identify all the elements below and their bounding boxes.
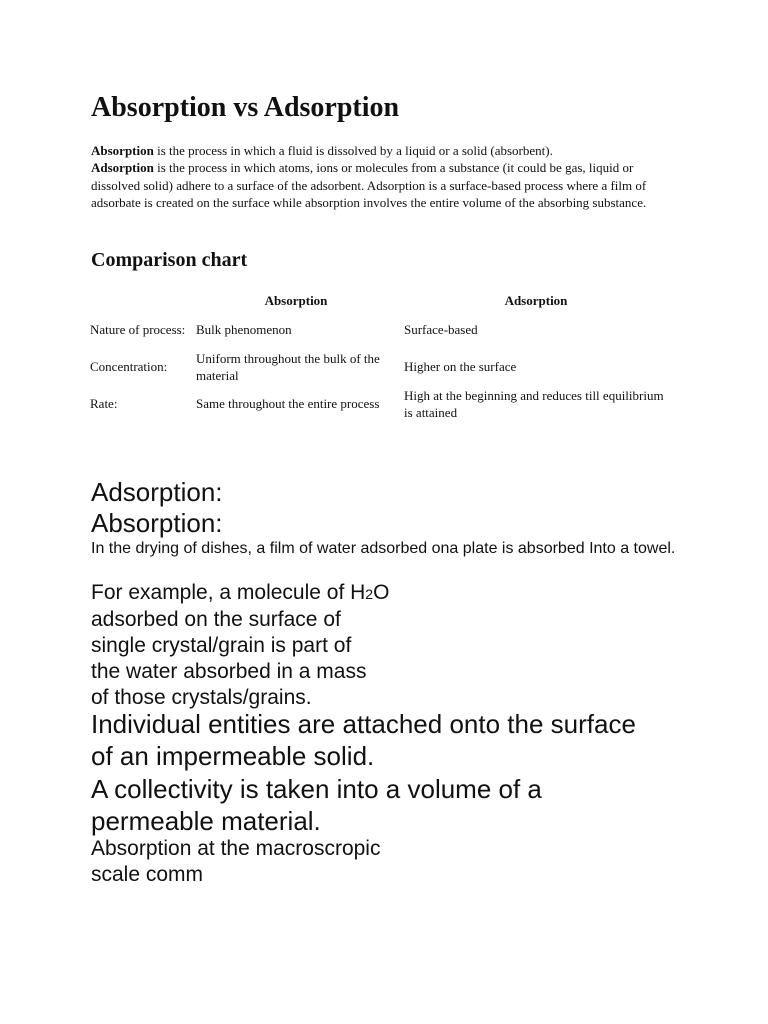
absorption-definition: [91, 142, 681, 159]
example-line: adsorbed on the surface of: [91, 608, 341, 631]
adsorption-definition: [91, 159, 681, 211]
example-line-text: For example, a molecule of H: [91, 581, 366, 604]
adsorption-definition-text: is the process in which atoms, ions or molecules from a substance (it could be gas, liquid or dissolved solid) adhere to a surface of the adsorbent. Adsorption is a surface-based process where a film of adsorbate is created on the surface while absorption involves the entire volume of the absorbing substance.: [91, 160, 647, 211]
comparison-heading: Comparison chart: [91, 249, 248, 271]
note-line: of an impermeable solid.: [91, 741, 375, 771]
example-line: the water absorbed in a mass: [91, 660, 367, 683]
adsorption-term: Adsorption: [91, 160, 154, 176]
note-line: A collectivity is taken into a volume of a: [91, 774, 542, 804]
absorption-note-heading: Absorption:: [91, 508, 223, 538]
note-line: scale comm: [91, 863, 204, 886]
table-cell: Bulk phenomenon: [196, 322, 292, 337]
note-line: permeable material.: [91, 806, 321, 836]
column-header: Adsorption: [504, 292, 568, 308]
macroscopic-note: [91, 836, 380, 888]
row-label: Nature of process:: [90, 322, 186, 337]
example-line: [91, 580, 389, 607]
row-label: Concentration:: [90, 359, 168, 374]
dishes-example: In the drying of dishes, a film of water adsorbed ona plate is absorbed Into a towel.: [91, 540, 676, 557]
subscript-two: 2: [365, 586, 374, 602]
absorption-term: Absorption: [91, 143, 154, 158]
individual-entities-note: [91, 708, 636, 772]
adsorption-note-heading: Adsorption:: [91, 477, 223, 507]
example-line-text: O: [373, 581, 390, 604]
table-cell: Same throughout the entire process: [196, 396, 380, 411]
table-cell: Uniform throughout the bulk of the material: [196, 350, 380, 383]
column-header: [86, 289, 192, 311]
molecule-example: [91, 580, 389, 711]
table-cell: High at the beginning and reduces till equilibrium is attained: [404, 387, 664, 420]
column-header: Absorption: [264, 292, 328, 308]
table-header-row: [86, 289, 672, 311]
table-cell: Higher on the surface: [404, 359, 517, 374]
note-line: Individual entities are attached onto the surface: [91, 709, 636, 739]
table-cell: Surface-based: [404, 322, 478, 337]
page-title: Absorption vs Adsorption: [91, 92, 400, 123]
table-row: [86, 311, 672, 348]
example-line: single crystal/grain is part of: [91, 634, 352, 657]
absorption-definition-text: is the process in which a fluid is dissolved by a liquid or a solid (absorbent).: [153, 143, 553, 158]
row-label: Rate:: [90, 396, 118, 411]
comparison-table: [86, 289, 672, 422]
note-line: Absorption at the macroscropic: [91, 837, 381, 860]
table-row: [86, 348, 672, 385]
intro-paragraph: [91, 142, 681, 212]
collectivity-note: [91, 773, 542, 837]
table-row: [86, 385, 672, 422]
example-line: of those crystals/grains.: [91, 686, 312, 709]
